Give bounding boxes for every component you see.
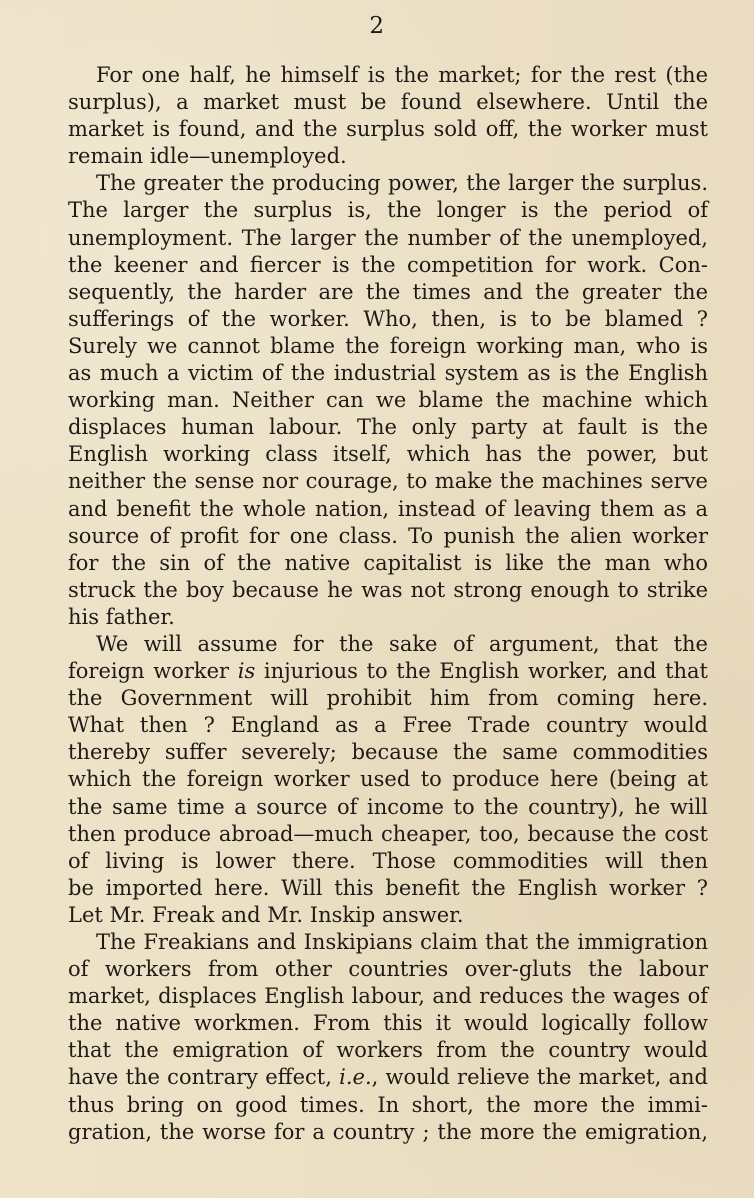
- text-line: source of profit for one class. To punish the alien worker: [68, 523, 708, 548]
- text-line: Let Mr. Freak and Mr. Inskip answer.: [68, 902, 464, 927]
- text-line: Surely we cannot blame the foreign working man, who is: [68, 333, 708, 358]
- text-line: The greater the producing power, the larger the surplus.: [96, 171, 708, 196]
- text-line: We will assume for the sake of argument, that the: [96, 631, 708, 656]
- paragraph-3: [40, 631, 708, 929]
- text-line: the same time a source of income to the country), he will: [68, 794, 708, 819]
- text-line-with-italic: [40, 1064, 708, 1091]
- text-line: his father.: [68, 604, 175, 629]
- line-prefix: have the contrary effect,: [68, 1065, 340, 1090]
- text-line: The Freakians and Inskipians claim that the immigration: [96, 930, 708, 954]
- text-line: which the foreign worker used to produce here (being at: [68, 767, 708, 792]
- text-line: then produce abroad—much cheaper, too, because the cost: [68, 821, 708, 846]
- text-line: as much a victim of the industrial system as is the English: [68, 361, 708, 386]
- text-line: of living is lower there. Those commodities will then: [68, 848, 708, 873]
- line-suffix: injurious to the English worker, and that: [255, 659, 709, 684]
- text-line: thus bring on good times. In short, the more the immi-: [68, 1092, 708, 1117]
- line-prefix: foreign worker: [68, 659, 238, 684]
- text-line: unemployment. The larger the number of the unemployed,: [68, 225, 708, 250]
- text-line: For one half, he himself is the market; for the rest (the: [96, 63, 708, 87]
- page-number: 2: [369, 13, 385, 39]
- text-line: English working class itself, which has the power, but: [68, 442, 708, 467]
- text-line: remain idle—unemployed.: [68, 144, 347, 169]
- text-line: for the sin of the native capitalist is like the man who: [68, 550, 708, 575]
- emphasis-ie: i.e.: [339, 1065, 372, 1090]
- text-line-with-italic: [40, 658, 708, 685]
- line-suffix: , would relieve the market, and: [371, 1065, 708, 1090]
- text-line: surplus), a market must be found elsewhere. Until the: [68, 90, 708, 115]
- text-line: sufferings of the worker. Who, then, is to be blamed ?: [68, 306, 708, 331]
- body-text: [40, 62, 708, 1146]
- text-line: and benefit the whole nation, instead of leaving them as a: [68, 496, 708, 521]
- text-line: thereby suffer severely; because the same commodities: [68, 740, 708, 765]
- text-line: the Government will prohibit him from coming here.: [68, 686, 708, 711]
- text-line: The larger the surplus is, the longer is the period of: [68, 198, 708, 223]
- text-line: struck the boy because he was not strong enough to strike: [68, 577, 708, 602]
- text-line: market, displaces English labour, and reduces the wages of: [68, 984, 708, 1009]
- text-line: market is found, and the surplus sold off, the worker must: [68, 117, 708, 142]
- text-line: that the emigration of workers from the country would: [68, 1038, 708, 1063]
- text-line: the native workmen. From this it would logically follow: [68, 1011, 708, 1036]
- text-line: working man. Neither can we blame the machine which: [68, 388, 708, 413]
- text-line: sequently, the harder are the times and the greater the: [68, 279, 708, 304]
- emphasis-is: is: [237, 659, 256, 684]
- text-line: of workers from other countries over-gluts the labour: [68, 957, 708, 982]
- paragraph-4: [40, 929, 708, 1146]
- paragraph-1: [40, 62, 708, 170]
- text-line: neither the sense nor courage, to make the machines serve: [68, 469, 708, 494]
- text-line: displaces human labour. The only party at fault is the: [68, 415, 708, 440]
- paragraph-2: [40, 170, 708, 631]
- text-line: be imported here. Will this benefit the English worker ?: [68, 875, 708, 900]
- text-line: the keener and fiercer is the competition for work. Con-: [68, 252, 708, 277]
- text-line: gration, the worse for a country ; the more the emigration,: [68, 1119, 708, 1144]
- text-line: What then ? England as a Free Trade country would: [68, 713, 708, 738]
